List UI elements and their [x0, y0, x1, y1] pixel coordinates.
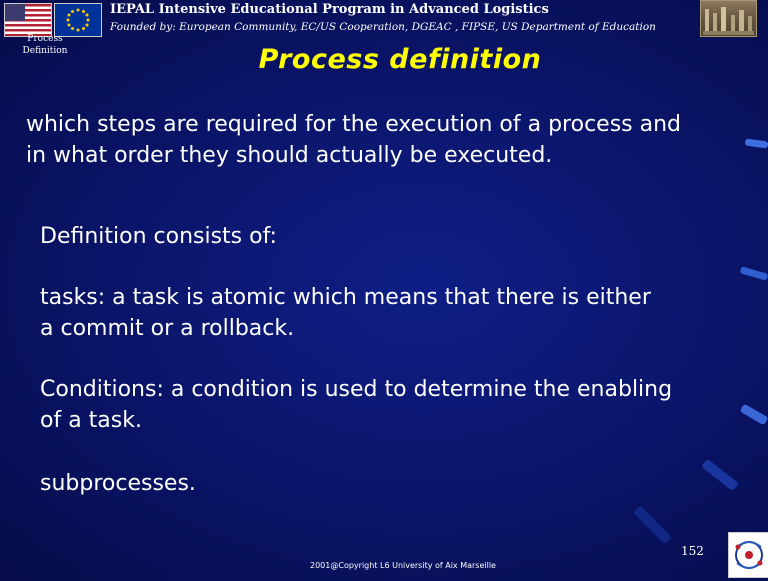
- background-streak: [633, 506, 672, 545]
- consists-heading: Definition consists of:: [40, 224, 277, 249]
- copyright: 2001@Copyright L6 University of Aix Marseille: [310, 561, 496, 570]
- university-logo: [728, 532, 768, 578]
- ruins-logo: [700, 0, 757, 37]
- section-label-line: Definition: [22, 46, 68, 56]
- background-streak: [740, 404, 768, 426]
- intro-paragraph: [26, 109, 681, 171]
- slide-title: Process definition: [258, 44, 542, 75]
- program-title: IEPAL Intensive Educational Program in Advanced Logistics: [110, 2, 549, 17]
- text-line: Conditions: a condition is used to determine the enabling: [40, 377, 673, 402]
- background-streak: [740, 266, 768, 280]
- subprocesses-item: subprocesses.: [40, 471, 196, 496]
- text-line: a commit or a rollback.: [40, 316, 295, 341]
- section-label-line: Process: [27, 34, 63, 44]
- text-line: tasks: a task is atomic which means that there is either: [40, 285, 651, 310]
- conditions-paragraph: [40, 374, 672, 436]
- tasks-paragraph: [40, 282, 651, 344]
- eu-flag-icon: [54, 3, 102, 37]
- page-number: 152: [681, 544, 704, 558]
- founders-line: Founded by: European Community, EC/US Cooperation, DGEAC , FIPSE, US Department of Education: [110, 21, 656, 33]
- text-line: of a task.: [40, 408, 142, 433]
- background-streak: [701, 459, 739, 492]
- us-flag-icon: [4, 3, 52, 37]
- background-streak: [745, 138, 768, 148]
- text-line: which steps are required for the execution of a process and: [26, 112, 682, 137]
- text-line: in what order they should actually be executed.: [26, 143, 553, 168]
